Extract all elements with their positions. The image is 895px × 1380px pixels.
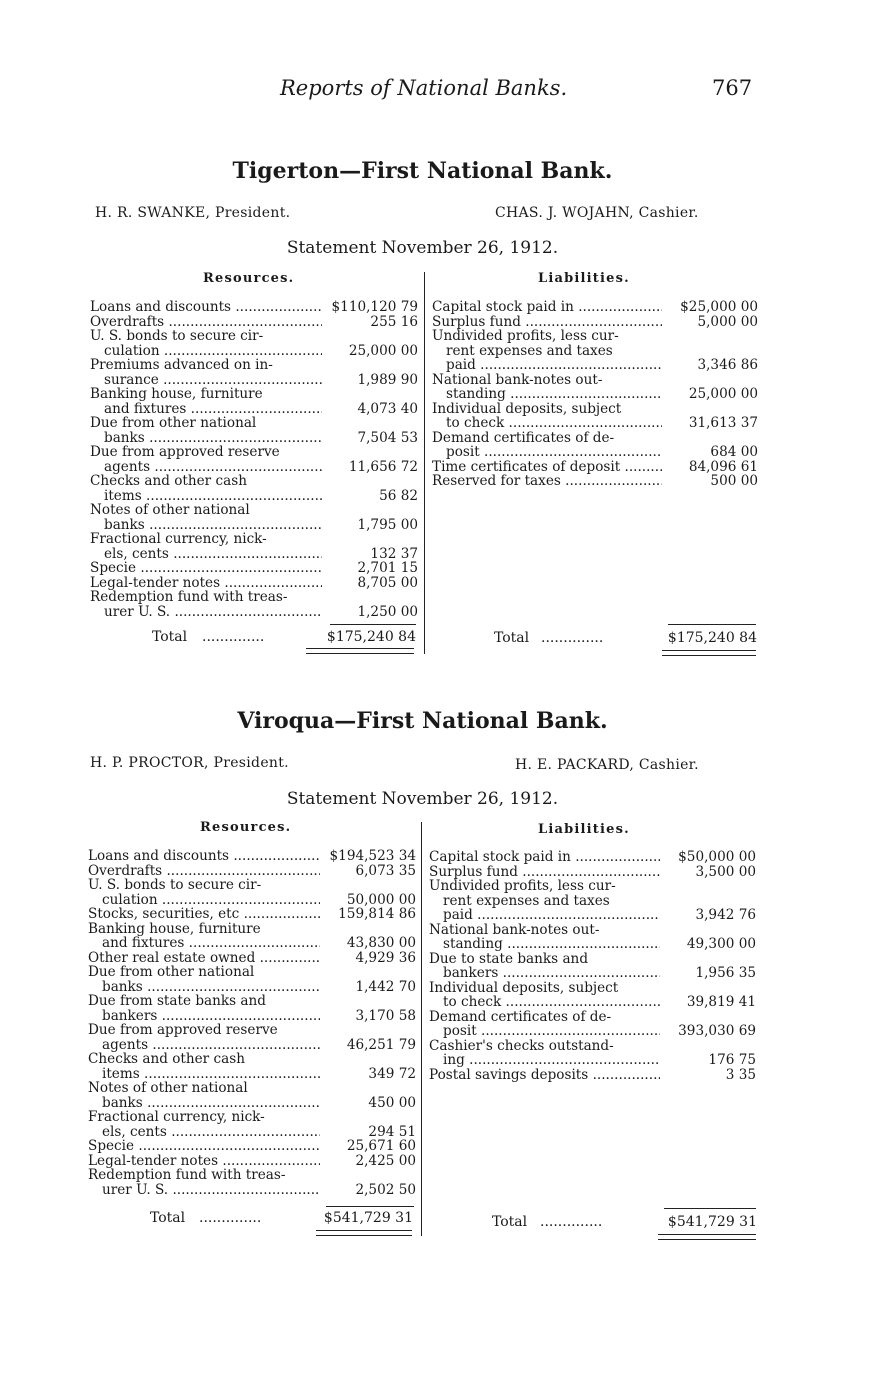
- row-label: posit .....: [443, 1024, 660, 1039]
- row-amount: 3 35: [725, 1066, 756, 1083]
- page-number: 767: [712, 76, 753, 100]
- ledger-row: [90, 460, 418, 475]
- ledger-row: [88, 878, 416, 893]
- row-label: and fixtures .....: [102, 936, 320, 951]
- row-label: bankers .....: [443, 966, 660, 981]
- row-amount: 25,671 60: [346, 1138, 416, 1154]
- ledger-row: [432, 431, 758, 446]
- ledger-row: [90, 605, 418, 620]
- row-label: Due from approved reserve: [90, 445, 280, 460]
- liabilities-total: $175,240 84: [667, 630, 757, 646]
- row-amount: 4,929 36: [355, 949, 416, 966]
- ledger-row: [90, 590, 418, 605]
- ledger-row: [90, 344, 418, 359]
- ledger-row: [429, 923, 756, 938]
- ledger-row: [88, 1139, 416, 1154]
- row-label: Due to state banks and: [429, 951, 589, 966]
- resources-double-rule: [306, 648, 414, 654]
- row-label: paid .....: [443, 908, 660, 923]
- liabilities-heading: Liabilities.: [538, 271, 630, 286]
- row-amount: 684 00: [710, 444, 758, 460]
- ledger-row: [429, 894, 756, 909]
- ledger-row: [429, 981, 756, 996]
- row-amount: 1,442 70: [355, 978, 416, 995]
- row-label: Loans and discounts .....: [88, 849, 320, 864]
- row-amount: 25,000 00: [348, 342, 418, 359]
- ledger-row: [429, 1039, 756, 1054]
- row-label: Redemption fund with treas-: [88, 1168, 286, 1183]
- row-label: els, cents .....: [102, 1125, 320, 1140]
- row-label: banks .....: [104, 431, 322, 446]
- row-amount: 3,346 86: [697, 357, 758, 373]
- row-amount: 349 72: [368, 1065, 416, 1082]
- row-label: National bank-notes out-: [432, 372, 603, 387]
- ledger-row: [88, 1183, 416, 1198]
- row-label: Demand certificates of de-: [432, 430, 615, 445]
- ledger-row: [90, 315, 418, 330]
- ledger-row: [88, 1067, 416, 1082]
- row-amount: 1,956 35: [695, 965, 756, 981]
- ledger-row: [429, 937, 756, 952]
- ledger-row: [88, 1023, 416, 1038]
- ledger-row: [88, 1052, 416, 1067]
- ledger-row: [429, 865, 756, 880]
- row-label: ing .....: [443, 1053, 660, 1068]
- row-label: Stocks, securities, etc .....: [88, 907, 320, 922]
- row-label: standing .....: [446, 387, 662, 402]
- ledger-row: [88, 864, 416, 879]
- row-label: Capital stock paid in .....: [429, 850, 660, 865]
- liabilities-list: [429, 850, 756, 1082]
- row-label: paid .....: [446, 358, 662, 373]
- liabilities-total-rule: [668, 624, 756, 625]
- ledger-row: [90, 387, 418, 402]
- row-amount: 8,705 00: [357, 574, 418, 591]
- row-amount: 1,989 90: [357, 371, 418, 388]
- row-label: Undivided profits, less cur-: [432, 329, 619, 344]
- row-amount: 31,613 37: [688, 415, 758, 431]
- ledger-row: [90, 503, 418, 518]
- row-label: surance .....: [104, 373, 322, 388]
- ledger-row: [429, 966, 756, 981]
- row-amount: 4,073 40: [357, 400, 418, 417]
- resources-list: [88, 849, 416, 1197]
- ledger-row: [429, 879, 756, 894]
- ledger-row: [90, 489, 418, 504]
- ledger-row: [88, 1125, 416, 1140]
- row-label: items .....: [102, 1067, 320, 1082]
- row-label: Checks and other cash: [90, 474, 247, 489]
- row-label: banks .....: [102, 980, 320, 995]
- row-label: Reserved for taxes .....: [432, 474, 662, 489]
- row-label: Due from other national: [90, 416, 257, 431]
- ledger-row: [432, 300, 758, 315]
- row-amount: 132 37: [370, 545, 418, 562]
- liabilities-list: [432, 300, 758, 489]
- row-label: Specie .....: [90, 561, 322, 576]
- column-divider: [424, 272, 425, 654]
- ledger-row: [90, 431, 418, 446]
- ledger-row: [90, 547, 418, 562]
- row-label: Banking house, furniture: [90, 387, 263, 402]
- ledger-row: [90, 373, 418, 388]
- liabilities-total: $541,729 31: [667, 1214, 757, 1230]
- ledger-row: [429, 995, 756, 1010]
- ledger-row: [88, 907, 416, 922]
- row-amount: 450 00: [368, 1094, 416, 1111]
- row-amount: 43,830 00: [346, 935, 416, 951]
- ledger-row: [88, 994, 416, 1009]
- ledger-row: [429, 850, 756, 865]
- ledger-row: [429, 908, 756, 923]
- row-amount: 255 16: [370, 313, 418, 330]
- cashier-name: H. E. PACKARD, Cashier.: [515, 757, 699, 773]
- row-label: culation .....: [102, 893, 320, 908]
- row-amount: $25,000 00: [680, 299, 758, 315]
- row-amount: 176 75: [708, 1052, 756, 1068]
- ledger-row: [90, 416, 418, 431]
- row-label: Individual deposits, subject: [432, 401, 622, 416]
- resources-total: $175,240 84: [326, 629, 416, 645]
- resources-total-label: Total: [152, 629, 188, 645]
- ledger-row: [88, 893, 416, 908]
- row-label: National bank-notes out-: [429, 922, 600, 937]
- ledger-row: [429, 1053, 756, 1068]
- row-amount: 2,425 00: [355, 1152, 416, 1169]
- ledger-row: [88, 1081, 416, 1096]
- resources-total-label: Total: [150, 1210, 186, 1226]
- ledger-row: [432, 358, 758, 373]
- row-label: and fixtures .....: [104, 402, 322, 417]
- ledger-row: [88, 1110, 416, 1125]
- ledger-row: [88, 965, 416, 980]
- dot-leader: ..............: [540, 1214, 603, 1230]
- row-amount: 159,814 86: [338, 906, 416, 922]
- resources-heading: Resources.: [200, 820, 292, 835]
- liabilities-total-rule: [664, 1208, 756, 1209]
- row-amount: 39,819 41: [686, 994, 756, 1010]
- bank-title: Tigerton—First National Bank.: [232, 158, 613, 184]
- resources-heading: Resources.: [203, 271, 295, 286]
- ledger-row: [432, 387, 758, 402]
- ledger-row: [90, 329, 418, 344]
- ledger-row: [90, 445, 418, 460]
- ledger-row: [90, 474, 418, 489]
- row-amount: 56 82: [379, 487, 418, 504]
- dot-leader: ..............: [202, 629, 265, 645]
- row-label: urer U. S. .....: [102, 1183, 320, 1198]
- ledger-row: [88, 936, 416, 951]
- ledger-row: [432, 474, 758, 489]
- row-label: Notes of other national: [88, 1081, 248, 1096]
- row-amount: 3,170 58: [355, 1007, 416, 1024]
- row-label: Demand certificates of de-: [429, 1009, 612, 1024]
- row-label: Due from other national: [88, 965, 255, 980]
- row-amount: 3,500 00: [695, 863, 756, 880]
- ledger-row: [432, 315, 758, 330]
- row-amount: 294 51: [368, 1123, 416, 1140]
- cashier-name: CHAS. J. WOJAHN, Cashier.: [495, 205, 699, 221]
- liabilities-double-rule: [658, 1234, 756, 1240]
- ledger-row: [432, 344, 758, 359]
- ledger-row: [90, 402, 418, 417]
- president-name: H. R. SWANKE, President.: [95, 205, 291, 221]
- row-label: Time certificates of deposit .....: [432, 460, 662, 475]
- ledger-row: [432, 402, 758, 417]
- ledger-row: [88, 1038, 416, 1053]
- ledger-row: [90, 576, 418, 591]
- row-label: Notes of other national: [90, 503, 250, 518]
- ledger-row: [429, 1010, 756, 1025]
- liabilities-total-label: Total: [494, 630, 530, 646]
- row-amount: 49,300 00: [686, 936, 756, 952]
- row-label: Due from approved reserve: [88, 1023, 278, 1038]
- row-label: Premiums advanced on in-: [90, 358, 273, 373]
- row-label: Fractional currency, nick-: [88, 1110, 265, 1125]
- ledger-row: [432, 460, 758, 475]
- row-label: Due from state banks and: [88, 994, 266, 1009]
- ledger-row: [88, 980, 416, 995]
- row-amount: $110,120 79: [331, 299, 418, 315]
- ledger-row: [432, 373, 758, 388]
- dot-leader: ..............: [541, 630, 604, 646]
- ledger-row: [90, 518, 418, 533]
- row-amount: 84,096 61: [688, 458, 758, 475]
- row-amount: $50,000 00: [678, 849, 756, 865]
- row-amount: 2,502 50: [355, 1181, 416, 1198]
- resources-total-rule: [326, 1206, 414, 1207]
- ledger-row: [90, 358, 418, 373]
- row-label: urer U. S. .....: [104, 605, 322, 620]
- row-label: U. S. bonds to secure cir-: [88, 878, 262, 893]
- ledger-row: [432, 416, 758, 431]
- row-label: agents .....: [102, 1038, 320, 1053]
- row-label: banks .....: [102, 1096, 320, 1111]
- row-amount: $194,523 34: [329, 848, 416, 864]
- resources-double-rule: [316, 1230, 412, 1236]
- row-label: items .....: [104, 489, 322, 504]
- row-label: U. S. bonds to secure cir-: [90, 329, 264, 344]
- row-label: rent expenses and taxes: [446, 343, 613, 358]
- row-amount: 2,701 15: [357, 560, 418, 576]
- row-label: Banking house, furniture: [88, 921, 261, 936]
- row-label: Checks and other cash: [88, 1052, 245, 1067]
- row-label: bankers .....: [102, 1009, 320, 1024]
- row-label: Surplus fund .....: [429, 865, 660, 880]
- row-label: posit .....: [446, 445, 662, 460]
- row-label: Undivided profits, less cur-: [429, 879, 616, 894]
- row-label: agents .....: [104, 460, 322, 475]
- ledger-row: [88, 849, 416, 864]
- ledger-row: [432, 445, 758, 460]
- bank-title: Viroqua—First National Bank.: [237, 708, 608, 734]
- resources-total: $541,729 31: [323, 1210, 413, 1226]
- row-label: Legal-tender notes .....: [90, 576, 322, 591]
- row-amount: 6,073 35: [355, 862, 416, 879]
- ledger-row: [88, 1096, 416, 1111]
- row-amount: 500 00: [710, 473, 758, 489]
- ledger-row: [88, 1154, 416, 1169]
- column-divider: [421, 822, 422, 1236]
- row-label: Specie .....: [88, 1139, 320, 1154]
- row-amount: 3,942 76: [695, 907, 756, 923]
- resources-list: [90, 300, 418, 619]
- ledger-row: [429, 1024, 756, 1039]
- row-amount: 50,000 00: [346, 891, 416, 908]
- ledger-row: [88, 1009, 416, 1024]
- row-label: Overdrafts .....: [88, 864, 320, 879]
- row-label: culation .....: [104, 344, 322, 359]
- ledger-row: [429, 952, 756, 967]
- row-label: Overdrafts .....: [90, 315, 322, 330]
- row-label: rent expenses and taxes: [443, 893, 610, 908]
- ledger-row: [88, 951, 416, 966]
- ledger-row: [90, 300, 418, 315]
- row-label: Capital stock paid in .....: [432, 300, 662, 315]
- row-label: Individual deposits, subject: [429, 980, 619, 995]
- row-label: Cashier's checks outstand-: [429, 1038, 614, 1053]
- row-label: to check .....: [446, 416, 662, 431]
- row-amount: 1,250 00: [357, 603, 418, 620]
- dot-leader: ..............: [199, 1210, 262, 1226]
- row-label: els, cents .....: [104, 547, 322, 562]
- row-label: Postal savings deposits .....: [429, 1068, 660, 1083]
- ledger-row: [88, 1168, 416, 1183]
- running-head: Reports of National Banks.: [280, 76, 568, 100]
- row-label: Redemption fund with treas-: [90, 590, 288, 605]
- row-amount: 1,795 00: [357, 516, 418, 533]
- row-amount: 5,000 00: [697, 313, 758, 330]
- resources-total-rule: [330, 624, 416, 625]
- ledger-row: [88, 922, 416, 937]
- liabilities-total-label: Total: [492, 1214, 528, 1230]
- row-amount: 7,504 53: [357, 429, 418, 446]
- row-label: Fractional currency, nick-: [90, 532, 267, 547]
- ledger-row: [90, 532, 418, 547]
- row-label: Other real estate owned .....: [88, 951, 320, 966]
- row-label: standing .....: [443, 937, 660, 952]
- row-label: to check .....: [443, 995, 660, 1010]
- ledger-row: [90, 561, 418, 576]
- liabilities-heading: Liabilities.: [538, 822, 630, 837]
- row-label: Surplus fund .....: [432, 315, 662, 330]
- row-amount: 46,251 79: [346, 1036, 416, 1053]
- row-label: Legal-tender notes .....: [88, 1154, 320, 1169]
- liabilities-double-rule: [662, 650, 756, 656]
- row-amount: 393,030 69: [678, 1023, 756, 1039]
- row-amount: 25,000 00: [688, 386, 758, 402]
- ledger-row: [429, 1068, 756, 1083]
- row-label: Loans and discounts .....: [90, 300, 322, 315]
- row-amount: 11,656 72: [348, 458, 418, 475]
- statement-date: Statement November 26, 1912.: [286, 789, 559, 809]
- row-label: banks .....: [104, 518, 322, 533]
- president-name: H. P. PROCTOR, President.: [90, 755, 289, 771]
- statement-date: Statement November 26, 1912.: [286, 238, 559, 258]
- ledger-row: [432, 329, 758, 344]
